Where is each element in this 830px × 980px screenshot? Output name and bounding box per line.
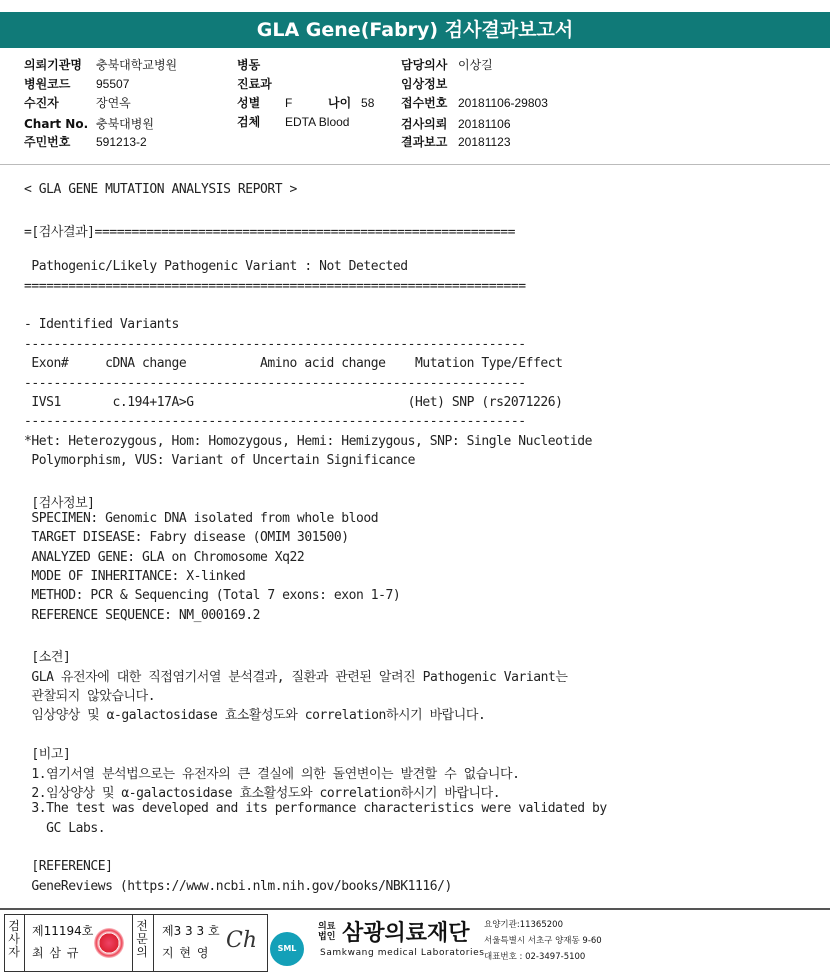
- footer: [0, 908, 830, 980]
- report-line: [비고]: [24, 747, 71, 763]
- header-field-label: 병동: [237, 58, 261, 72]
- age-field: [328, 95, 374, 111]
- header-field: [24, 76, 130, 92]
- report-title: GLA Gene(Fabry) 검사결과보고서: [0, 12, 830, 48]
- header-field-value: 충북대병원: [96, 117, 154, 131]
- report-line: SPECIMEN: Genomic DNA isolated from whole blood: [24, 510, 379, 526]
- header-field-value: 20181106: [458, 117, 511, 131]
- header-field-label: 임상정보: [401, 77, 448, 91]
- report-line: TARGET DISEASE: Fabry disease (OMIM 301500): [24, 530, 349, 546]
- header-field-value: F: [285, 96, 293, 110]
- header-field: [401, 57, 493, 73]
- header-field-value: EDTA Blood: [285, 115, 350, 129]
- header-field-label: 담당의사: [401, 58, 448, 72]
- header-field: [24, 95, 131, 111]
- header-field-label: 검사의뢰: [401, 117, 448, 131]
- report-line: METHOD: PCR & Sequencing (Total 7 exons: exon 1-7): [24, 588, 401, 604]
- tester-name: 최 삼 규: [32, 946, 80, 960]
- report-line: GLA 유전자에 대한 직접염기서열 분석결과, 질환과 관련된 알려진 Pathogenic Variant는: [24, 669, 568, 685]
- header-field: [401, 95, 548, 111]
- header-field: [401, 116, 511, 132]
- patient-info-header: [0, 48, 830, 162]
- header-field-label: 접수번호: [401, 96, 448, 110]
- org-name: 삼광의료재단: [342, 921, 470, 946]
- org-phone: 대표번호 : 02-3497-5100: [484, 952, 586, 962]
- tester-seal-icon: [94, 928, 124, 958]
- header-field: [237, 95, 293, 111]
- report-line: [소견]: [24, 650, 71, 666]
- report-line: Polymorphism, VUS: Variant of Uncertain Significance: [24, 452, 415, 468]
- report-line: - Identified Variants: [24, 317, 179, 333]
- header-field-value: 20181106-29803: [458, 96, 548, 110]
- report-line: 1.염기서열 분석법으로는 유전자의 큰 결실에 의한 돌연변이는 발견할 수 없습니다.: [24, 766, 520, 782]
- report-line: REFERENCE SEQUENCE: NM_000169.2: [24, 607, 261, 623]
- report-line: 임상양상 및 α-galactosidase 효소활성도와 correlation하시기 바랍니다.: [24, 708, 486, 724]
- header-field-label: 주민번호: [24, 135, 71, 149]
- report-line: --------------------------------------------------------------------: [24, 375, 526, 391]
- header-field-value: 이상길: [458, 58, 493, 72]
- report-line: =[검사결과]=========================================================: [24, 224, 516, 240]
- header-field-label: 검체: [237, 115, 261, 129]
- report-line: *Het: Heterozygous, Hom: Homozygous, Hemi: Hemizygous, SNP: Single Nucleotide: [24, 433, 593, 449]
- header-field-value: 충북대학교병원: [96, 58, 178, 72]
- header-field-label: 의뢰기관명: [24, 58, 82, 72]
- header-divider: [0, 164, 830, 165]
- org-name-en: Samkwang medical Laboratories: [320, 948, 485, 958]
- header-field: [24, 116, 154, 132]
- tester-divider: [24, 914, 25, 972]
- header-field-value: 장연옥: [96, 96, 131, 110]
- org-prefix: 의료 법인: [318, 922, 336, 942]
- doctor-signature: Ch: [226, 928, 258, 953]
- header-field-value: 591213-2: [96, 135, 147, 149]
- report-line: --------------------------------------------------------------------: [24, 336, 526, 352]
- doctor-divider: [153, 914, 154, 972]
- header-field: [237, 57, 260, 73]
- sml-logo-icon: SML: [270, 932, 304, 966]
- report-line: --------------------------------------------------------------------: [24, 414, 526, 430]
- org-address: 서울특별시 서초구 양재동 9-60: [484, 936, 602, 946]
- age-value: 58: [361, 96, 375, 110]
- report-line: ====================================================================: [24, 278, 526, 294]
- report-line: 3.The test was developed and its performance characteristics were validated by: [24, 801, 607, 817]
- tester-license: 제11194호: [32, 924, 94, 938]
- report-line: 2.임상양상 및 α-galactosidase 효소활성도와 correlation하시기 바랍니다.: [24, 785, 501, 801]
- header-field-value: 95507: [96, 77, 130, 91]
- report-line: Pathogenic/Likely Pathogenic Variant : Not Detected: [24, 259, 408, 275]
- header-field-label: Chart No.: [24, 117, 89, 131]
- report-line: GC Labs.: [24, 820, 106, 836]
- header-field-label: 수진자: [24, 96, 59, 110]
- report-line: MODE OF INHERITANCE: X-linked: [24, 569, 246, 584]
- report-line: [검사정보]: [24, 495, 95, 511]
- doctor-license: 제3 3 3 호: [162, 924, 220, 938]
- header-field: [24, 57, 178, 73]
- doctor-name: 지 현 영: [162, 946, 210, 960]
- header-field-value: 20181123: [458, 135, 511, 149]
- org-code: 요양기관:11365200: [484, 920, 563, 930]
- report-line: [REFERENCE]: [24, 859, 113, 875]
- report-line: IVS1 c.194+17A>G (Het) SNP (rs2071226): [24, 394, 563, 410]
- doctor-label: 전문의: [136, 919, 148, 959]
- report-line: ANALYZED GENE: GLA on Chromosome Xq22: [24, 549, 305, 565]
- header-field: [401, 134, 511, 150]
- report-line: Exon# cDNA change Amino acid change Mutation Type/Effect: [24, 356, 563, 372]
- report-line: 관찰되지 않았습니다.: [24, 689, 156, 705]
- header-field: [237, 76, 272, 92]
- header-field: [401, 76, 447, 92]
- header-field-label: 성별: [237, 96, 261, 110]
- tester-label: 검사자: [8, 919, 20, 959]
- header-field-label: 병원코드: [24, 77, 71, 91]
- header-field: [237, 114, 350, 130]
- report-line: GeneReviews (https://www.ncbi.nlm.nih.gov/books/NBK1116/): [24, 878, 452, 894]
- age-label: 나이: [328, 96, 352, 110]
- header-field-label: 결과보고: [401, 135, 448, 149]
- header-field: [24, 134, 147, 150]
- report-body: [24, 182, 824, 902]
- report-line: < GLA GENE MUTATION ANALYSIS REPORT >: [24, 182, 297, 197]
- header-field-label: 진료과: [237, 77, 272, 91]
